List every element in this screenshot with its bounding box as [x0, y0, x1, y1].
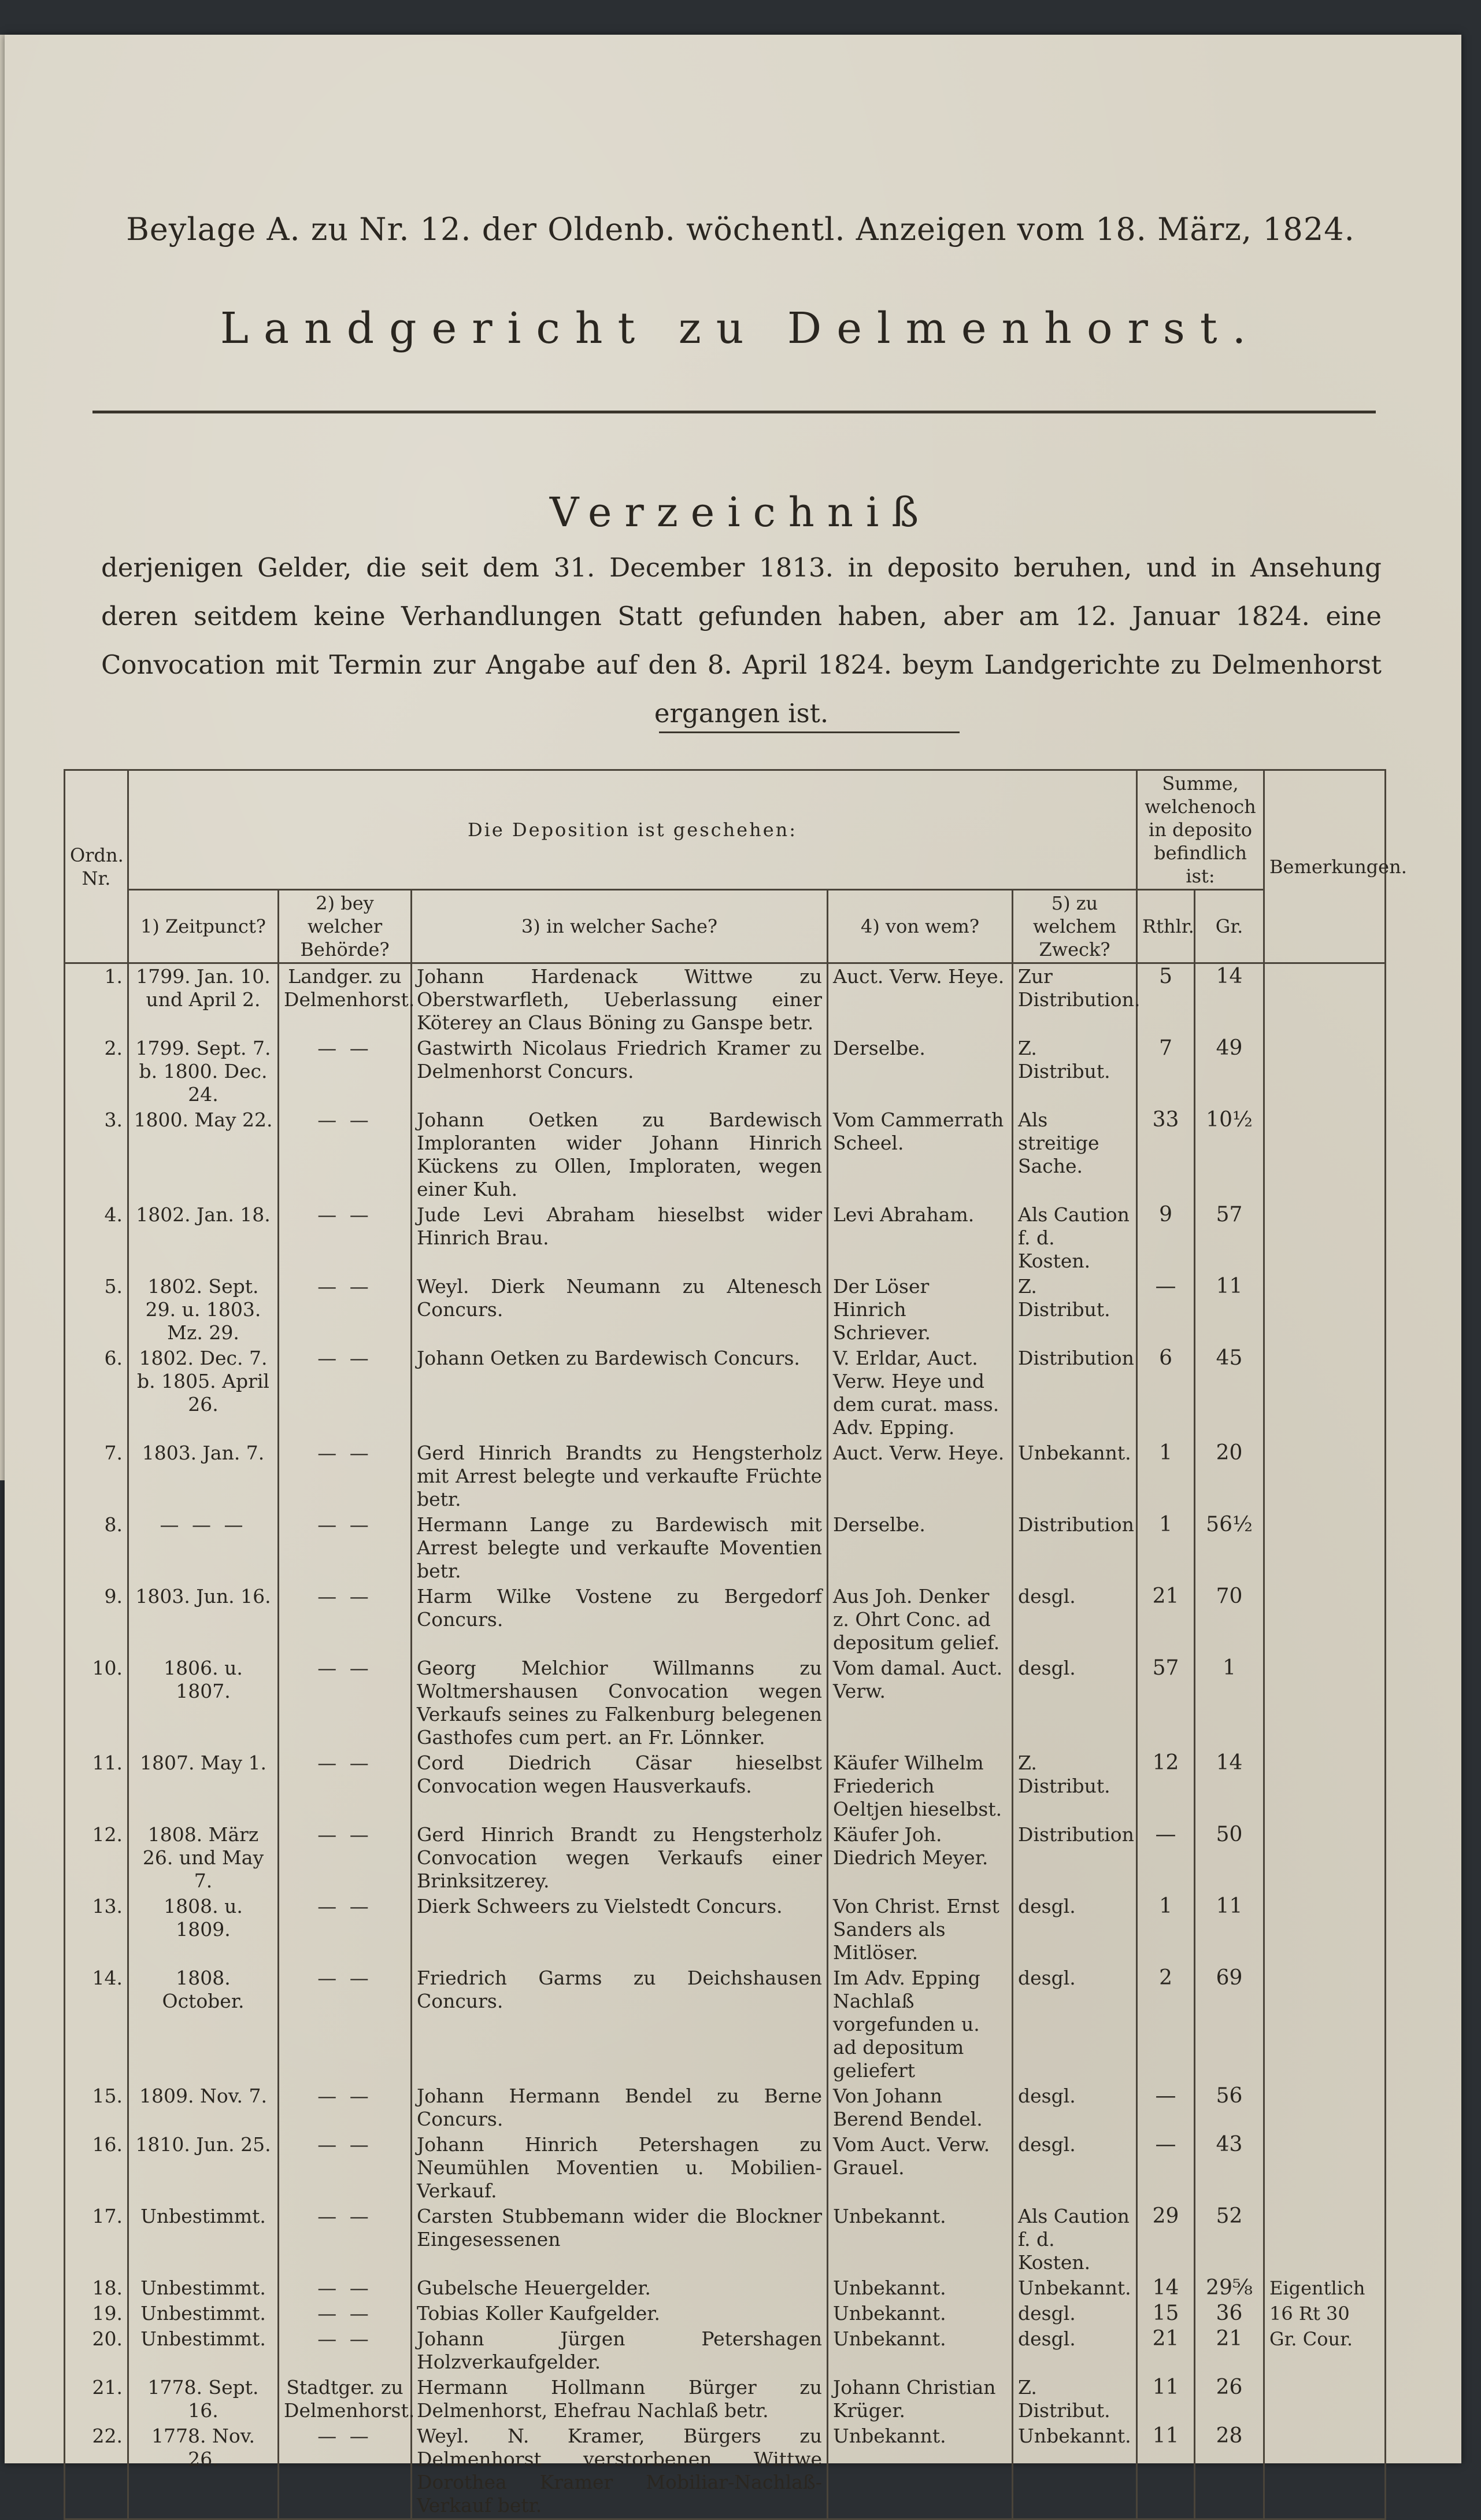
cell-purpose: Z. Distribut. [1013, 1036, 1137, 1107]
table-row [65, 1440, 1386, 1512]
cell-gr: 14 [1195, 963, 1264, 1036]
cell-matter: Cord Diedrich Cäsar hieselbst Convocation wegen Hausverkaufs. [412, 1750, 828, 1822]
cell-remarks [1264, 1822, 1386, 1894]
cell-gr: 57 [1195, 1202, 1264, 1274]
cell-when: 1799. Sept. 7. b. 1800. Dec. 24. [128, 1036, 279, 1107]
list-subtitle: derjenigen Gelder, die seit dem 31. December 1813. in deposito beruhen, und in Ansehung deren seitdem keine Verhandlungen Statt gefunden haben, aber am 12. Januar 1824. eine Convocation mit Termin zur Angabe auf den 8. April 1824. beym Landgerichte zu Delmenhorst ergangen ist. [101, 552, 1382, 729]
cell-authority: — — [279, 2083, 412, 2132]
cell-matter: Johann Hardenack Wittwe zu Oberstwarfleth, Ueberlassung einer Köterey an Claus Böning zu Ganspe betr. [412, 963, 828, 1036]
cell-matter: Weyl. N. Kramer, Bürgers zu Delmenhorst verstorbenen Wittwe Dorothea Kramer Mobiliar-Nachlaß-Verkauf betr. [412, 2423, 828, 2519]
cell-remarks [1264, 963, 1386, 1036]
col-header-remarks: Bemerkungen. [1264, 770, 1386, 963]
cell-gr: 28 [1195, 2423, 1264, 2519]
cell-purpose: desgl. [1013, 1894, 1137, 1965]
cell-when: 1807. May 1. [128, 1750, 279, 1822]
cell-rthlr: 2 [1137, 1965, 1195, 2083]
table-row [65, 1512, 1386, 1584]
cell-authority: — — [279, 1274, 412, 1346]
cell-from: Unbekannt. [828, 2204, 1013, 2275]
cell-no: 7. [65, 1440, 128, 1512]
cell-from: Von Johann Berend Bendel. [828, 2083, 1013, 2132]
cell-purpose: desgl. [1013, 2301, 1137, 2326]
cell-remarks [1264, 1107, 1386, 1202]
col-header-matter: 3) in welcher Sache? [412, 890, 828, 963]
cell-authority: — — [279, 2132, 412, 2204]
cell-gr: 50 [1195, 1822, 1264, 1894]
cell-purpose: Distribution [1013, 1512, 1137, 1584]
cell-remarks [1264, 1036, 1386, 1107]
cell-from: Im Adv. Epping Nachlaß vorgefunden u. ad depositum geliefert [828, 1965, 1013, 2083]
cell-gr: 52 [1195, 2204, 1264, 2275]
cell-no: 19. [65, 2301, 128, 2326]
col-header-deposition-group: Die Deposition ist geschehen: [128, 770, 1137, 890]
cell-no: 2. [65, 1036, 128, 1107]
table-row [65, 1656, 1386, 1750]
cell-gr: 14 [1195, 1750, 1264, 1822]
cell-rthlr: 1 [1137, 1440, 1195, 1512]
cell-remarks [1264, 1274, 1386, 1346]
cell-no: 11. [65, 1750, 128, 1822]
cell-gr: 29⅝ [1195, 2275, 1264, 2301]
cell-authority: — — [279, 1965, 412, 2083]
cell-gr: 45 [1195, 1346, 1264, 1440]
cell-no: 12. [65, 1822, 128, 1894]
table-row [65, 2301, 1386, 2326]
cell-no: 9. [65, 1584, 128, 1656]
cell-rthlr: 33 [1137, 1107, 1195, 1202]
cell-gr: 70 [1195, 1584, 1264, 1656]
col-header-when: 1) Zeitpunct? [128, 890, 279, 963]
cell-matter: Tobias Koller Kaufgelder. [412, 2301, 828, 2326]
cell-purpose: Unbekannt. [1013, 2275, 1137, 2301]
cell-purpose: Z. Distribut. [1013, 1274, 1137, 1346]
cell-rthlr: 6 [1137, 1346, 1195, 1440]
cell-when: 1802. Jan. 18. [128, 1202, 279, 1274]
cell-rthlr: 15 [1137, 2301, 1195, 2326]
cell-from: V. Erldar, Auct. Verw. Heye und dem curat. mass. Adv. Epping. [828, 1346, 1013, 1440]
cell-rthlr: 21 [1137, 2326, 1195, 2375]
section-rule [659, 731, 960, 733]
cell-matter: Gerd Hinrich Brandt zu Hengsterholz Convocation wegen Verkaufs einer Brinksitzerey. [412, 1822, 828, 1894]
table-row [65, 2275, 1386, 2301]
cell-rthlr: 12 [1137, 1750, 1195, 1822]
cell-rthlr: — [1137, 1822, 1195, 1894]
cell-remarks [1264, 1894, 1386, 1965]
table-row [65, 1202, 1386, 1274]
cell-from: Johann Christian Krüger. [828, 2375, 1013, 2423]
table-row [65, 963, 1386, 1036]
cell-from: Unbekannt. [828, 2275, 1013, 2301]
cell-gr: 43 [1195, 2132, 1264, 2204]
cell-remarks [1264, 1202, 1386, 1274]
cell-no: 10. [65, 1656, 128, 1750]
cell-no: 21. [65, 2375, 128, 2423]
cell-matter: Johann Hermann Bendel zu Berne Concurs. [412, 2083, 828, 2132]
cell-remarks [1264, 1584, 1386, 1656]
cell-authority: — — [279, 1512, 412, 1584]
cell-no: 8. [65, 1512, 128, 1584]
cell-purpose: Z. Distribut. [1013, 2375, 1137, 2423]
cell-gr: 11 [1195, 1274, 1264, 1346]
cell-authority: — — [279, 1894, 412, 1965]
cell-matter: Johann Oetken zu Bardewisch Concurs. [412, 1346, 828, 1440]
table-row [65, 2083, 1386, 2132]
cell-when: 1802. Dec. 7. b. 1805. April 26. [128, 1346, 279, 1440]
cell-purpose: desgl. [1013, 2326, 1137, 2375]
cell-remarks [1264, 1965, 1386, 2083]
cell-from: Vom damal. Auct. Verw. [828, 1656, 1013, 1750]
cell-when: 1778. Nov. 26. [128, 2423, 279, 2519]
table-row [65, 1822, 1386, 1894]
table-row [65, 2132, 1386, 2204]
cell-rthlr: — [1137, 2132, 1195, 2204]
cell-no: 13. [65, 1894, 128, 1965]
cell-gr: 10½ [1195, 1107, 1264, 1202]
cell-gr: 20 [1195, 1440, 1264, 1512]
cell-authority: — — [279, 2204, 412, 2275]
cell-no: 20. [65, 2326, 128, 2375]
supplement-line: Beylage A. zu Nr. 12. der Oldenb. wöchentl. Anzeigen vom 18. März, 1824. [126, 211, 1355, 247]
cell-remarks [1264, 1440, 1386, 1512]
col-header-from: 4) von wem? [828, 890, 1013, 963]
cell-matter: Harm Wilke Vostene zu Bergedorf Concurs. [412, 1584, 828, 1656]
col-header-no: Ordn. Nr. [65, 770, 128, 963]
cell-matter: Hermann Lange zu Bardewisch mit Arrest belegte und verkaufte Moventien betr. [412, 1512, 828, 1584]
cell-when: 1809. Nov. 7. [128, 2083, 279, 2132]
cell-when: — — — [128, 1512, 279, 1584]
cell-purpose: Als Caution f. d. Kosten. [1013, 2204, 1137, 2275]
cell-no: 15. [65, 2083, 128, 2132]
table-row [65, 2423, 1386, 2519]
cell-when: 1802. Sept. 29. u. 1803. Mz. 29. [128, 1274, 279, 1346]
cell-matter: Johann Jürgen Petershagen Holzverkaufgelder. [412, 2326, 828, 2375]
cell-when: Unbestimmt. [128, 2275, 279, 2301]
cell-authority: — — [279, 1750, 412, 1822]
cell-gr: 69 [1195, 1965, 1264, 2083]
cell-no: 5. [65, 1274, 128, 1346]
cell-when: 1808. u. 1809. [128, 1894, 279, 1965]
table-row [65, 2375, 1386, 2423]
cell-matter: Gubelsche Heuergelder. [412, 2275, 828, 2301]
cell-purpose: Als streitige Sache. [1013, 1107, 1137, 1202]
cell-authority: — — [279, 1107, 412, 1202]
cell-from: Unbekannt. [828, 2301, 1013, 2326]
cell-matter: Jude Levi Abraham hieselbst wider Hinrich Brau. [412, 1202, 828, 1274]
cell-from: Von Christ. Ernst Sanders als Mitlöser. [828, 1894, 1013, 1965]
cell-remarks [1264, 1656, 1386, 1750]
cell-remarks [1264, 1346, 1386, 1440]
cell-from: Auct. Verw. Heye. [828, 963, 1013, 1036]
cell-when: 1808. März 26. und May 7. [128, 1822, 279, 1894]
cell-no: 14. [65, 1965, 128, 2083]
cell-rthlr: 29 [1137, 2204, 1195, 2275]
cell-remarks [1264, 2204, 1386, 2275]
cell-no: 18. [65, 2275, 128, 2301]
cell-purpose: desgl. [1013, 1584, 1137, 1656]
cell-when: Unbestimmt. [128, 2326, 279, 2375]
cell-from: Aus Joh. Denker z. Ohrt Conc. ad depositum gelief. [828, 1584, 1013, 1656]
cell-remarks: Eigentlich [1264, 2275, 1386, 2301]
cell-matter: Gastwirth Nicolaus Friedrich Kramer zu Delmenhorst Concurs. [412, 1036, 828, 1107]
cell-gr: 36 [1195, 2301, 1264, 2326]
cell-rthlr: — [1137, 2083, 1195, 2132]
cell-authority: — — [279, 1202, 412, 1274]
cell-when: Unbestimmt. [128, 2204, 279, 2275]
cell-from: Käufer Joh. Diedrich Meyer. [828, 1822, 1013, 1894]
cell-authority: — — [279, 2326, 412, 2375]
list-heading: Verzeichniß [549, 489, 932, 536]
cell-matter: Gerd Hinrich Brandts zu Hengsterholz mit Arrest belegte und verkaufte Früchte betr. [412, 1440, 828, 1512]
deposit-register-table [64, 769, 1407, 2520]
cell-no: 6. [65, 1346, 128, 1440]
cell-authority: — — [279, 1584, 412, 1656]
cell-no: 4. [65, 1202, 128, 1274]
cell-authority: — — [279, 2423, 412, 2519]
table-row [65, 1750, 1386, 1822]
court-heading: Landgericht zu Delmenhorst. [220, 304, 1261, 353]
cell-from: Unbekannt. [828, 2326, 1013, 2375]
cell-rthlr: 11 [1137, 2375, 1195, 2423]
cell-rthlr: 7 [1137, 1036, 1195, 1107]
cell-purpose: Unbekannt. [1013, 1440, 1137, 1512]
cell-matter: Friedrich Garms zu Deichshausen Concurs. [412, 1965, 828, 2083]
table-row [65, 2326, 1386, 2375]
table-row [65, 2204, 1386, 2275]
cell-rthlr: 14 [1137, 2275, 1195, 2301]
cell-matter: Hermann Hollmann Bürger zu Delmenhorst, Ehefrau Nachlaß betr. [412, 2375, 828, 2423]
table-row [65, 1894, 1386, 1965]
cell-remarks: Gr. Cour. [1264, 2326, 1386, 2375]
cell-rthlr: 9 [1137, 1202, 1195, 1274]
cell-no: 22. [65, 2423, 128, 2519]
cell-when: 1808. October. [128, 1965, 279, 2083]
cell-authority: — — [279, 2275, 412, 2301]
cell-purpose: desgl. [1013, 1965, 1137, 2083]
cell-purpose: desgl. [1013, 2083, 1137, 2132]
cell-authority: Stadtger. zu Delmenhorst. [279, 2375, 412, 2423]
cell-matter: Dierk Schweers zu Vielstedt Concurs. [412, 1894, 828, 1965]
cell-authority: — — [279, 1656, 412, 1750]
table-header [65, 770, 1407, 963]
cell-purpose: Unbekannt. [1013, 2423, 1137, 2519]
cell-from: Vom Auct. Verw. Grauel. [828, 2132, 1013, 2204]
cell-purpose: Als Caution f. d. Kosten. [1013, 1202, 1137, 1274]
table-row [65, 1346, 1386, 1440]
cell-authority: — — [279, 2301, 412, 2326]
cell-when: 1810. Jun. 25. [128, 2132, 279, 2204]
cell-from: Käufer Wilhelm Friederich Oeltjen hieselbst. [828, 1750, 1013, 1822]
cell-matter: Georg Melchior Willmanns zu Woltmershausen Convocation wegen Verkaufs seines zu Falkenburg belegenen Gasthofes cum pert. an Fr. Lönnker. [412, 1656, 828, 1750]
table-body [65, 963, 1386, 2519]
col-header-authority: 2) bey welcher Behörde? [279, 890, 412, 963]
cell-purpose: Distribution [1013, 1822, 1137, 1894]
cell-when: 1799. Jan. 10. und April 2. [128, 963, 279, 1036]
cell-remarks [1264, 2375, 1386, 2423]
cell-gr: 56½ [1195, 1512, 1264, 1584]
cell-gr: 49 [1195, 1036, 1264, 1107]
cell-gr: 26 [1195, 2375, 1264, 2423]
table-row [65, 1965, 1386, 2083]
cell-rthlr: 21 [1137, 1584, 1195, 1656]
cell-gr: 56 [1195, 2083, 1264, 2132]
cell-purpose: Distribution [1013, 1346, 1137, 1440]
col-header-purpose: 5) zu welchem Zweck? [1013, 890, 1137, 963]
cell-from: Unbekannt. [828, 2423, 1013, 2519]
cell-gr: 1 [1195, 1656, 1264, 1750]
cell-when: 1800. May 22. [128, 1107, 279, 1202]
col-header-sum-group: Summe, welchenoch in deposito befindlich ist: [1137, 770, 1264, 890]
cell-when: Unbestimmt. [128, 2301, 279, 2326]
cell-matter: Weyl. Dierk Neumann zu Altenesch Concurs. [412, 1274, 828, 1346]
cell-from: Derselbe. [828, 1036, 1013, 1107]
cell-rthlr: 57 [1137, 1656, 1195, 1750]
cell-rthlr: 11 [1137, 2423, 1195, 2519]
cell-matter: Johann Oetken zu Bardewisch Imploranten wider Johann Hinrich Kückens zu Ollen, Imploraten, wegen einer Kuh. [412, 1107, 828, 1202]
cell-remarks [1264, 1512, 1386, 1584]
cell-remarks [1264, 2083, 1386, 2132]
table-row [65, 1036, 1386, 1107]
cell-no: 17. [65, 2204, 128, 2275]
cell-from: Der Löser Hinrich Schriever. [828, 1274, 1013, 1346]
cell-from: Derselbe. [828, 1512, 1013, 1584]
cell-remarks [1264, 2423, 1386, 2519]
cell-purpose: desgl. [1013, 1656, 1137, 1750]
cell-rthlr: 1 [1137, 1894, 1195, 1965]
table-row [65, 1274, 1386, 1346]
cell-rthlr: 1 [1137, 1512, 1195, 1584]
cell-when: 1803. Jan. 7. [128, 1440, 279, 1512]
cell-remarks: 16 Rt 30 [1264, 2301, 1386, 2326]
cell-purpose: Z. Distribut. [1013, 1750, 1137, 1822]
cell-matter: Johann Hinrich Petershagen zu Neumühlen Moventien u. Mobilien-Verkauf. [412, 2132, 828, 2204]
cell-no: 3. [65, 1107, 128, 1202]
cell-authority: — — [279, 1822, 412, 1894]
cell-when: 1803. Jun. 16. [128, 1584, 279, 1656]
heading-rule [92, 411, 1376, 413]
cell-authority: — — [279, 1036, 412, 1107]
cell-gr: 11 [1195, 1894, 1264, 1965]
cell-remarks [1264, 2132, 1386, 2204]
cell-purpose: desgl. [1013, 2132, 1137, 2204]
cell-rthlr: — [1137, 1274, 1195, 1346]
cell-authority: — — [279, 1440, 412, 1512]
cell-authority: — — [279, 1346, 412, 1440]
cell-when: 1778. Sept. 16. [128, 2375, 279, 2423]
cell-no: 16. [65, 2132, 128, 2204]
cell-matter: Carsten Stubbemann wider die Blockner Eingesessenen [412, 2204, 828, 2275]
cell-remarks [1264, 1750, 1386, 1822]
cell-from: Vom Cammerrath Scheel. [828, 1107, 1013, 1202]
cell-gr: 21 [1195, 2326, 1264, 2375]
table-row [65, 1584, 1386, 1656]
col-header-rthlr: Rthlr. [1137, 890, 1195, 963]
cell-authority: Landger. zu Delmenhorst. [279, 963, 412, 1036]
cell-from: Levi Abraham. [828, 1202, 1013, 1274]
cell-no: 1. [65, 963, 128, 1036]
col-header-gr: Gr. [1195, 890, 1264, 963]
cell-from: Auct. Verw. Heye. [828, 1440, 1013, 1512]
cell-when: 1806. u. 1807. [128, 1656, 279, 1750]
cell-rthlr: 5 [1137, 963, 1195, 1036]
cell-purpose: Zur Distribution. [1013, 963, 1137, 1036]
table-row [65, 1107, 1386, 1202]
